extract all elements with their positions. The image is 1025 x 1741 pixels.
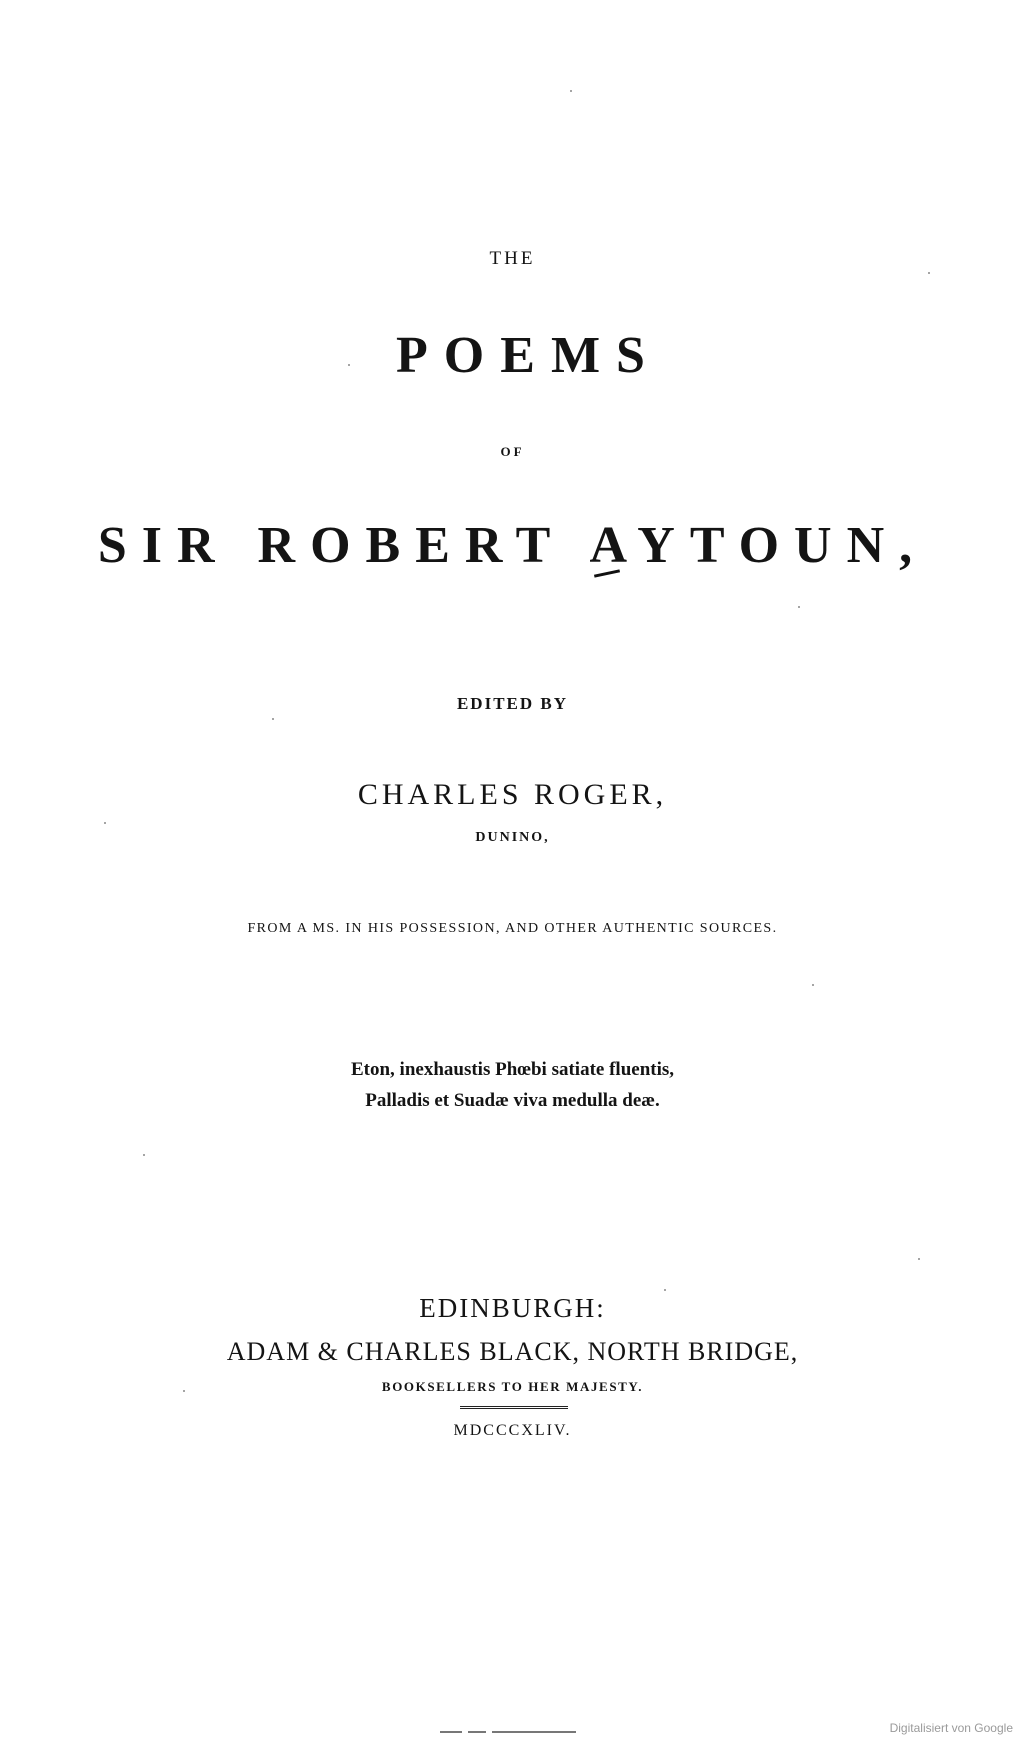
scan-speck xyxy=(183,1390,185,1392)
title-article: THE xyxy=(489,248,536,269)
scan-artifact xyxy=(440,1731,590,1734)
scan-speck xyxy=(918,1258,920,1260)
scan-speck xyxy=(812,984,814,986)
scan-speck xyxy=(272,718,274,720)
imprint-divider xyxy=(460,1406,568,1409)
imprint-year: MDCCCXLIV. xyxy=(453,1422,572,1439)
scan-speck xyxy=(664,1289,666,1291)
title-main: POEMS xyxy=(396,327,661,384)
motto-line-2: Palladis et Suadæ viva medulla deæ. xyxy=(365,1090,660,1111)
imprint-city: EDINBURGH: xyxy=(419,1293,606,1323)
digitization-watermark: Digitalisiert von Google xyxy=(889,1721,1013,1735)
scan-speck xyxy=(570,90,572,92)
editor-place: DUNINO, xyxy=(475,830,550,845)
scan-speck xyxy=(798,606,800,608)
scan-speck xyxy=(104,822,106,824)
scan-speck xyxy=(928,272,930,274)
edited-by-label: EDITED BY xyxy=(456,694,569,713)
scan-speck xyxy=(143,1154,145,1156)
imprint-publisher: ADAM & CHARLES BLACK, NORTH BRIDGE, xyxy=(226,1337,799,1366)
imprint-booksellers: BOOKSELLERS TO HER MAJESTY. xyxy=(381,1379,644,1394)
motto-line-1: Eton, inexhaustis Phœbi satiate fluentis, xyxy=(350,1059,675,1080)
editor-name: CHARLES ROGER, xyxy=(357,778,668,811)
title-preposition: OF xyxy=(500,444,525,459)
scan-speck xyxy=(348,364,350,366)
source-note: FROM A MS. IN HIS POSSESSION, AND OTHER AUTHENTIC SOURCES. xyxy=(247,921,778,936)
author-name: SIR ROBERT AYTOUN, xyxy=(97,517,928,574)
